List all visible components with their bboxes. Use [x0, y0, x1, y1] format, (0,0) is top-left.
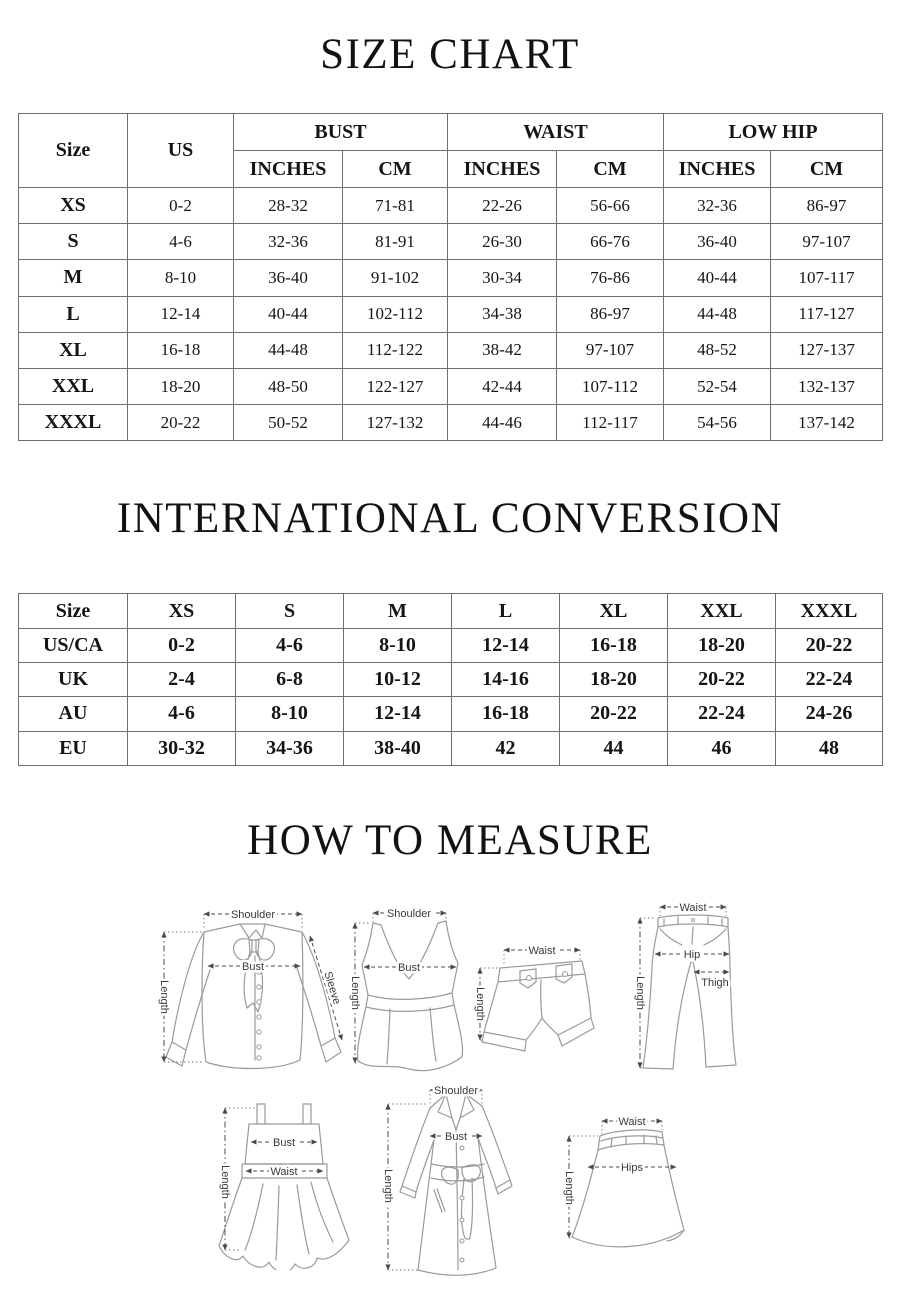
dress-diagram: [205, 1098, 365, 1270]
coat-sketch: [400, 1092, 512, 1276]
header-lowhip: LOW HIP: [664, 114, 883, 151]
cell: 30-34: [448, 260, 557, 296]
cell: 107-117: [771, 260, 883, 296]
cell: 10-12: [344, 663, 452, 697]
intl-header: XS: [128, 594, 236, 629]
cell: 36-40: [234, 260, 343, 296]
cell: 32-36: [234, 224, 343, 260]
cell: 0-2: [128, 629, 236, 663]
blouse-diagram: [152, 900, 357, 1085]
cell: 14-16: [452, 663, 560, 697]
cell: 38-42: [448, 332, 557, 368]
cell: 127-132: [343, 405, 448, 441]
cell: 22-24: [776, 663, 883, 697]
measure-label-bust: Bust: [444, 1131, 468, 1143]
cell: 36-40: [664, 224, 771, 260]
table-row: [19, 188, 883, 224]
measure-label-shoulder: Shoulder: [230, 909, 276, 921]
tank-top-sketch: [357, 921, 462, 1071]
header-size: Size: [19, 114, 128, 188]
cell: 81-91: [343, 224, 448, 260]
cell: 52-54: [664, 368, 771, 404]
intl-header: XXL: [668, 594, 776, 629]
header-lowhip-cm: CM: [771, 151, 883, 188]
cell: 107-112: [557, 368, 664, 404]
cell: 122-127: [343, 368, 448, 404]
measure-label-length: Length: [158, 980, 170, 1014]
cell: 112-122: [343, 332, 448, 368]
measure-label-length: Length: [349, 976, 361, 1010]
cell: 48-50: [234, 368, 343, 404]
measure-label-length: Length: [563, 1171, 575, 1205]
size-label: XXL: [19, 368, 128, 404]
cell: 34-38: [448, 296, 557, 332]
measure-label-waist: Waist: [618, 1116, 646, 1128]
shorts-diagram: [468, 940, 598, 1060]
measure-label-thigh: Thigh: [701, 977, 729, 989]
cell: 132-137: [771, 368, 883, 404]
pants-sketch: [643, 915, 736, 1069]
cell: 54-56: [664, 405, 771, 441]
measure-label-shoulder: Shoulder: [433, 1085, 479, 1097]
header-waist: WAIST: [448, 114, 664, 151]
intl-header: S: [236, 594, 344, 629]
table-row: [19, 629, 883, 663]
measure-label-hips: Hips: [620, 1162, 644, 1174]
skirt-diagram: [560, 1112, 695, 1260]
cell: 22-26: [448, 188, 557, 224]
cell: 137-142: [771, 405, 883, 441]
measure-label-waist: Waist: [270, 1166, 298, 1178]
how-to-measure-title: HOW TO MEASURE: [247, 817, 653, 864]
cell: 30-32: [128, 731, 236, 765]
skirt-sketch: [572, 1130, 684, 1247]
cell: 20-22: [560, 697, 668, 731]
cell: 91-102: [343, 260, 448, 296]
intl-header: L: [452, 594, 560, 629]
cell: 48-52: [664, 332, 771, 368]
intl-header: M: [344, 594, 452, 629]
cell: 8-10: [128, 260, 234, 296]
cell: 102-112: [343, 296, 448, 332]
header-waist-cm: CM: [557, 151, 664, 188]
cell: 40-44: [234, 296, 343, 332]
table-row: [19, 405, 883, 441]
size-label: XXXL: [19, 405, 128, 441]
table-row: [19, 260, 883, 296]
size-label: XS: [19, 188, 128, 224]
cell: 8-10: [236, 697, 344, 731]
measure-label-bust: Bust: [397, 962, 421, 974]
cell: 26-30: [448, 224, 557, 260]
cell: 86-97: [771, 188, 883, 224]
international-conversion-table: [18, 593, 883, 766]
cell: 16-18: [128, 332, 234, 368]
size-label: L: [19, 296, 128, 332]
cell: 18-20: [128, 368, 234, 404]
measure-label-sleeve: Sleeve: [321, 970, 343, 1006]
shorts-sketch: [482, 961, 594, 1051]
cell: 16-18: [560, 629, 668, 663]
header-us: US: [128, 114, 234, 188]
cell: 97-107: [771, 224, 883, 260]
cell: 2-4: [128, 663, 236, 697]
table-row: [19, 663, 883, 697]
cell: 20-22: [776, 629, 883, 663]
cell: 20-22: [668, 663, 776, 697]
measure-label-hip: Hip: [683, 949, 701, 961]
cell: 6-8: [236, 663, 344, 697]
pants-diagram: [630, 898, 755, 1078]
cell: 66-76: [557, 224, 664, 260]
measure-label-shoulder: Shoulder: [386, 908, 432, 920]
cell: 32-36: [664, 188, 771, 224]
region-label: AU: [19, 697, 128, 731]
cell: 76-86: [557, 260, 664, 296]
cell: 18-20: [668, 629, 776, 663]
size-label: M: [19, 260, 128, 296]
blouse-sketch: [166, 924, 341, 1069]
header-waist-inches: INCHES: [448, 151, 557, 188]
cell: 56-66: [557, 188, 664, 224]
region-label: UK: [19, 663, 128, 697]
cell: 8-10: [344, 629, 452, 663]
table-row: [19, 296, 883, 332]
cell: 86-97: [557, 296, 664, 332]
size-label: XL: [19, 332, 128, 368]
intl-header: XL: [560, 594, 668, 629]
region-label: US/CA: [19, 629, 128, 663]
header-bust-inches: INCHES: [234, 151, 343, 188]
cell: 20-22: [128, 405, 234, 441]
measure-label-length: Length: [634, 976, 646, 1010]
measure-label-waist: Waist: [528, 945, 556, 957]
cell: 4-6: [236, 629, 344, 663]
header-bust: BUST: [234, 114, 448, 151]
measure-label-bust: Bust: [272, 1137, 296, 1149]
table-row: [19, 697, 883, 731]
cell: 22-24: [668, 697, 776, 731]
intl-header: Size: [19, 594, 128, 629]
cell: 38-40: [344, 731, 452, 765]
cell: 28-32: [234, 188, 343, 224]
cell: 44-48: [664, 296, 771, 332]
cell: 12-14: [452, 629, 560, 663]
tank-top-diagram: [348, 903, 473, 1073]
measure-label-length: Length: [219, 1165, 231, 1199]
size-chart-table: [18, 113, 883, 441]
cell: 42-44: [448, 368, 557, 404]
size-label: S: [19, 224, 128, 260]
cell: 18-20: [560, 663, 668, 697]
region-label: EU: [19, 731, 128, 765]
table-row: [19, 332, 883, 368]
cell: 48: [776, 731, 883, 765]
coat-diagram: [378, 1078, 533, 1285]
cell: 12-14: [344, 697, 452, 731]
cell: 0-2: [128, 188, 234, 224]
cell: 127-137: [771, 332, 883, 368]
dress-sketch: [219, 1104, 349, 1270]
table-row: [19, 224, 883, 260]
header-lowhip-inches: INCHES: [664, 151, 771, 188]
measure-label-bust: Bust: [241, 961, 265, 973]
cell: 46: [668, 731, 776, 765]
cell: 44-46: [448, 405, 557, 441]
cell: 12-14: [128, 296, 234, 332]
cell: 40-44: [664, 260, 771, 296]
cell: 4-6: [128, 224, 234, 260]
intl-header: XXXL: [776, 594, 883, 629]
cell: 44-48: [234, 332, 343, 368]
measure-label-length: Length: [382, 1169, 394, 1203]
cell: 42: [452, 731, 560, 765]
cell: 4-6: [128, 697, 236, 731]
table-row: [19, 731, 883, 765]
cell: 44: [560, 731, 668, 765]
size-chart-title: SIZE CHART: [320, 31, 580, 78]
table-row: [19, 368, 883, 404]
cell: 71-81: [343, 188, 448, 224]
measure-label-waist: Waist: [679, 902, 707, 914]
cell: 24-26: [776, 697, 883, 731]
cell: 112-117: [557, 405, 664, 441]
measure-label-length: Length: [474, 987, 486, 1021]
cell: 117-127: [771, 296, 883, 332]
header-bust-cm: CM: [343, 151, 448, 188]
cell: 50-52: [234, 405, 343, 441]
international-conversion-title: INTERNATIONAL CONVERSION: [116, 495, 784, 542]
cell: 16-18: [452, 697, 560, 731]
cell: 34-36: [236, 731, 344, 765]
cell: 97-107: [557, 332, 664, 368]
